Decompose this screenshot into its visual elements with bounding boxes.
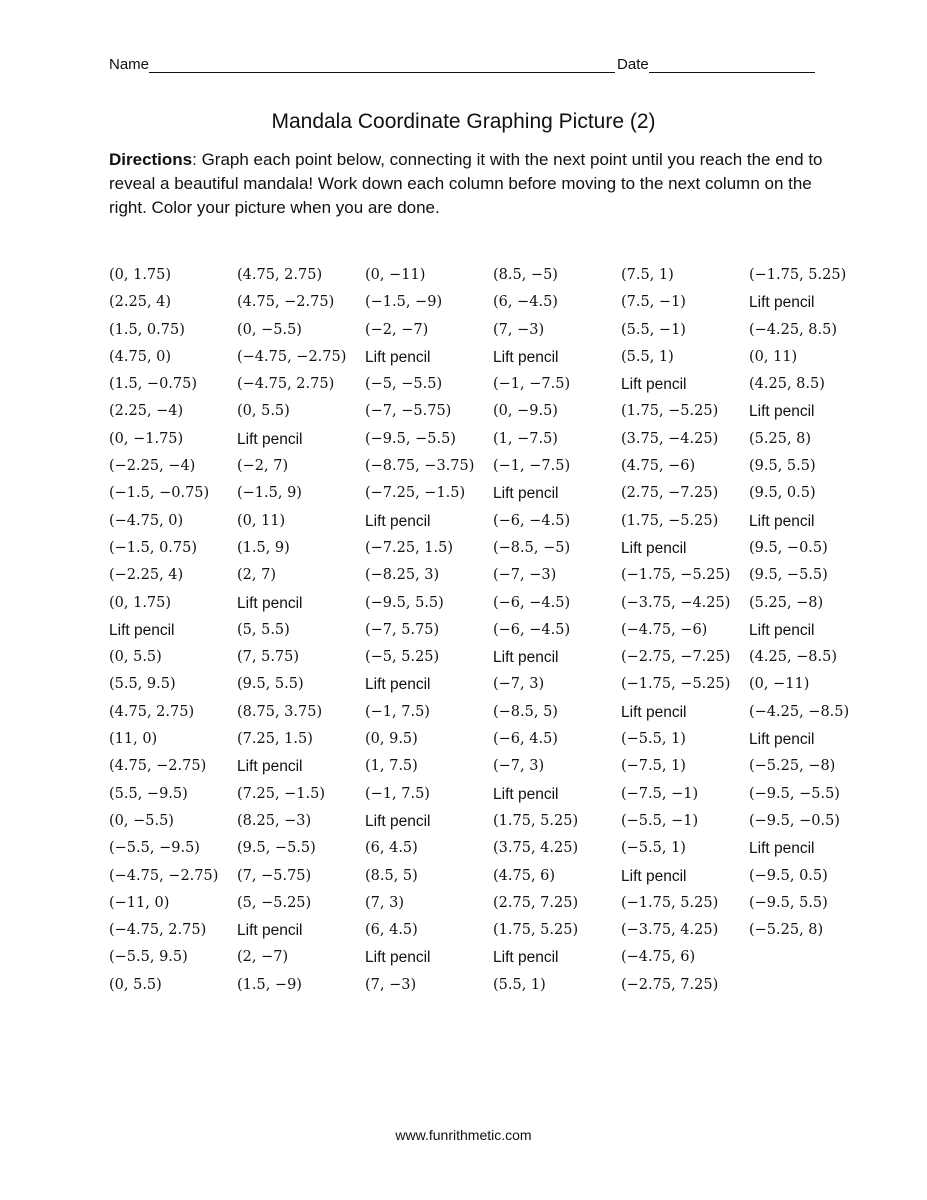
coordinate-point: (−4.75, −2.75) [237, 348, 347, 365]
lift-pencil-instruction: Lift pencil [237, 922, 303, 940]
coordinate-point: (−2, −7) [365, 321, 429, 338]
coordinate-column-5 [621, 262, 749, 999]
coordinate-point: (−4.75, −2.75) [109, 867, 219, 884]
coordinate-point: (7, 5.75) [237, 649, 300, 666]
lift-pencil-instruction: Lift pencil [749, 403, 815, 421]
coordinate-point: (−4.75, 2.75) [109, 922, 207, 939]
coordinate-point: (−1.75, −5.25) [621, 676, 731, 693]
coordinate-point: (−4.75, −6) [621, 621, 708, 638]
coordinate-point: (7.5, −1) [621, 294, 686, 311]
coordinate-point: (−9.5, 0.5) [749, 867, 828, 884]
coordinate-column-6 [749, 262, 877, 999]
coordinate-point: (0, −11) [749, 676, 810, 693]
coordinate-point: (9.5, 5.5) [749, 458, 816, 475]
coordinate-point: (5, 5.5) [237, 621, 290, 638]
coordinate-point: (9.5, −5.5) [749, 567, 828, 584]
coordinate-point: (−1, −7.5) [493, 458, 571, 475]
coordinate-point: (−5.5, 1) [621, 731, 686, 748]
coordinate-point: (−6, −4.5) [493, 594, 571, 611]
coordinate-point: (−6, −4.5) [493, 621, 571, 638]
coordinate-column-1 [109, 262, 237, 999]
coordinate-point: (1.5, 9) [237, 539, 290, 556]
lift-pencil-instruction: Lift pencil [493, 485, 559, 503]
coordinate-point: (0, −1.75) [109, 430, 184, 447]
coordinate-point: (−2, 7) [237, 458, 289, 475]
coordinate-point: (−8.5, −5) [493, 539, 571, 556]
coordinate-point: (2.75, −7.25) [621, 485, 719, 502]
coordinate-point: (−7, −3) [493, 567, 557, 584]
coordinate-point: (4.75, −2.75) [237, 294, 335, 311]
lift-pencil-instruction: Lift pencil [237, 594, 303, 612]
lift-pencil-instruction: Lift pencil [365, 949, 431, 967]
coordinate-point: (7.5, 1) [621, 267, 674, 283]
coordinate-point: (−7.5, 1) [621, 758, 686, 775]
coordinate-point: (−8.5, 5) [493, 703, 558, 720]
coordinate-point: (−7, −5.75) [365, 403, 452, 420]
coordinate-point: (−1.5, −9) [365, 294, 443, 311]
coordinate-point: (1, −7.5) [493, 430, 558, 447]
coordinate-point: (−5.25, 8) [749, 922, 824, 939]
date-blank[interactable] [649, 56, 815, 73]
lift-pencil-instruction: Lift pencil [493, 649, 559, 667]
coordinate-point: (2, 7) [237, 567, 276, 584]
lift-pencil-instruction: Lift pencil [749, 731, 815, 749]
lift-pencil-instruction: Lift pencil [621, 539, 687, 557]
coordinate-point: (0, −5.5) [237, 321, 302, 338]
coordinate-point: (−1.75, 5.25) [749, 267, 847, 283]
coordinate-point: (−4.25, 8.5) [749, 321, 838, 338]
coordinate-point: (0, 5.5) [237, 403, 290, 420]
coordinate-point: (−9.5, 5.5) [749, 894, 828, 911]
coordinate-point: (−7, 3) [493, 758, 545, 775]
coordinate-point: (1.75, −5.25) [621, 403, 719, 420]
coordinate-point: (7.25, −1.5) [237, 785, 326, 802]
coordinate-point: (2.25, −4) [109, 403, 184, 420]
coordinate-point: (4.75, −6) [621, 458, 696, 475]
lift-pencil-instruction: Lift pencil [621, 867, 687, 885]
coordinate-point: (−9.5, 5.5) [365, 594, 444, 611]
lift-pencil-instruction: Lift pencil [493, 348, 559, 366]
coordinate-point: (−1, 7.5) [365, 785, 430, 802]
coordinate-point: (−5.5, −1) [621, 812, 699, 829]
coordinate-point: (7, 3) [365, 894, 404, 911]
coordinate-point: (−1, −7.5) [493, 376, 571, 393]
lift-pencil-instruction: Lift pencil [365, 676, 431, 694]
coordinate-point: (7, −3) [493, 321, 545, 338]
coordinate-point: (−4.75, 6) [621, 949, 696, 966]
coordinate-point: (5.25, −8) [749, 594, 824, 611]
lift-pencil-instruction: Lift pencil [493, 785, 559, 803]
coordinate-point: (−5.5, −9.5) [109, 840, 200, 857]
coordinate-point: (0, 1.75) [109, 267, 172, 283]
coordinate-point: (7.25, 1.5) [237, 731, 313, 748]
coordinate-point: (−2.75, −7.25) [621, 649, 731, 666]
lift-pencil-instruction: Lift pencil [749, 621, 815, 639]
coordinate-point: (−9.5, −5.5) [749, 785, 840, 802]
coordinate-point: (−5.25, −8) [749, 758, 836, 775]
coordinate-point: (5.5, −1) [621, 321, 686, 338]
coordinate-point: (−3.75, 4.25) [621, 922, 719, 939]
directions [109, 148, 829, 220]
coordinate-point: (7, −3) [365, 976, 417, 993]
coordinate-point: (−1.5, 9) [237, 485, 302, 502]
lift-pencil-instruction: Lift pencil [749, 512, 815, 530]
coordinate-point: (9.5, −0.5) [749, 539, 828, 556]
lift-pencil-instruction: Lift pencil [365, 348, 431, 366]
coordinate-point: (1.5, −9) [237, 976, 302, 993]
coordinate-point: (0, 11) [749, 348, 798, 365]
coordinate-point: (1.75, 5.25) [493, 812, 579, 829]
coordinate-point: (−7, 5.75) [365, 621, 440, 638]
coordinate-column-2 [237, 262, 365, 999]
coordinate-point: (11, 0) [109, 731, 158, 748]
coordinate-point: (−2.25, −4) [109, 458, 196, 475]
coordinate-point: (4.25, 8.5) [749, 376, 825, 393]
coordinate-point: (−8.25, 3) [365, 567, 440, 584]
coordinate-point: (−1.75, −5.25) [621, 567, 731, 584]
coordinate-point: (−5, −5.5) [365, 376, 443, 393]
coordinate-point: (9.5, −5.5) [237, 840, 316, 857]
coordinate-point: (0, −5.5) [109, 812, 174, 829]
coordinate-point: (−7.25, 1.5) [365, 539, 454, 556]
page-title: Mandala Coordinate Graphing Picture (2) [271, 110, 656, 133]
coordinate-point: (−4.75, 2.75) [237, 376, 335, 393]
coordinate-point: (−3.75, −4.25) [621, 594, 731, 611]
coordinate-column-4 [493, 262, 621, 999]
coordinate-point: (8.5, −5) [493, 267, 558, 283]
coordinate-point: (−6, −4.5) [493, 512, 571, 529]
coordinate-point: (8.25, −3) [237, 812, 312, 829]
name-label: Name [109, 56, 150, 73]
footer-url: www.funrithmetic.com [395, 1127, 532, 1143]
coordinate-point: (−2.25, 4) [109, 567, 184, 584]
lift-pencil-instruction: Lift pencil [237, 758, 303, 776]
coordinate-point: (4.25, −8.5) [749, 649, 838, 666]
coordinate-point: (1, 7.5) [365, 758, 418, 775]
coordinate-point: (0, 5.5) [109, 976, 162, 993]
coordinate-point: (4.75, 2.75) [237, 267, 323, 283]
coordinate-point: (4.75, 0) [109, 348, 172, 365]
coordinate-point: (6, 4.5) [365, 840, 418, 857]
coordinate-point: (−9.5, −5.5) [365, 430, 456, 447]
coordinate-point: (−1.75, 5.25) [621, 894, 719, 911]
lift-pencil-instruction: Lift pencil [109, 621, 175, 639]
lift-pencil-instruction: Lift pencil [621, 703, 687, 721]
coordinate-point: (−7, 3) [493, 676, 545, 693]
coordinate-point: (8.75, 3.75) [237, 703, 323, 720]
coordinate-point: (5, −5.25) [237, 894, 312, 911]
coordinate-point: (2, −7) [237, 949, 289, 966]
coordinate-point: (5.5, 1) [621, 348, 674, 365]
coordinate-point: (0, 9.5) [365, 731, 418, 748]
lift-pencil-instruction: Lift pencil [493, 949, 559, 967]
coordinate-point: (1.75, 5.25) [493, 922, 579, 939]
coordinate-point: (9.5, 0.5) [749, 485, 816, 502]
coordinate-point: (6, −4.5) [493, 294, 558, 311]
coordinate-point: (−7.5, −1) [621, 785, 699, 802]
coordinate-point: (0, −9.5) [493, 403, 558, 420]
lift-pencil-instruction: Lift pencil [237, 430, 303, 448]
coordinate-point: (3.75, 4.25) [493, 840, 579, 857]
name-date-line [109, 56, 819, 73]
coordinate-point: (−4.75, 0) [109, 512, 184, 529]
lift-pencil-instruction: Lift pencil [365, 812, 431, 830]
coordinate-point: (1.75, −5.25) [621, 512, 719, 529]
lift-pencil-instruction: Lift pencil [749, 840, 815, 858]
coordinate-point: (−9.5, −0.5) [749, 812, 840, 829]
coordinate-point: (0, 1.75) [109, 594, 172, 611]
coordinate-point: (5.5, −9.5) [109, 785, 188, 802]
coordinate-point: (4.75, 2.75) [109, 703, 195, 720]
date-label: Date [617, 56, 649, 73]
coordinate-point: (5.5, 1) [493, 976, 546, 993]
coordinate-point: (−6, 4.5) [493, 731, 558, 748]
directions-label: Directions [109, 150, 193, 169]
coordinate-point: (5.25, 8) [749, 430, 812, 447]
lift-pencil-instruction: Lift pencil [365, 512, 431, 530]
coordinate-point: (−8.75, −3.75) [365, 458, 475, 475]
lift-pencil-instruction: Lift pencil [749, 294, 815, 312]
coordinate-point: (−5.5, 9.5) [109, 949, 188, 966]
coordinate-point: (1.5, −0.75) [109, 376, 198, 393]
coordinate-point: (9.5, 5.5) [237, 676, 304, 693]
coordinate-point: (0, 5.5) [109, 649, 162, 666]
lift-pencil-instruction: Lift pencil [621, 376, 687, 394]
coordinate-point: (−1, 7.5) [365, 703, 430, 720]
name-blank[interactable] [149, 56, 615, 73]
coordinate-point: (4.75, −2.75) [109, 758, 207, 775]
directions-text: : Graph each point below, connecting it with the next point until you reach the end to reveal a beautiful mandala! Work down each column before moving to the next column on the right. Color your picture when you are done. [109, 150, 823, 217]
coordinate-point: (−7.25, −1.5) [365, 485, 466, 502]
coordinate-point: (−4.25, −8.5) [749, 703, 850, 720]
coordinate-point: (−5.5, 1) [621, 840, 686, 857]
coordinate-point: (0, −11) [365, 267, 426, 283]
coordinate-point: (7, −5.75) [237, 867, 312, 884]
coordinate-point: (2.25, 4) [109, 294, 172, 311]
coordinate-point: (−2.75, 7.25) [621, 976, 719, 993]
coordinate-point: (2.75, 7.25) [493, 894, 579, 911]
coordinate-point: (3.75, −4.25) [621, 430, 719, 447]
coordinate-point: (−1.5, 0.75) [109, 539, 198, 556]
coordinate-point: (6, 4.5) [365, 922, 418, 939]
coordinate-point: (0, 11) [237, 512, 286, 529]
coordinate-column-3 [365, 262, 493, 999]
coordinate-grid [109, 262, 877, 999]
coordinate-point: (8.5, 5) [365, 867, 418, 884]
coordinate-point: (−11, 0) [109, 894, 170, 911]
coordinate-point: (1.5, 0.75) [109, 321, 185, 338]
coordinate-point: (5.5, 9.5) [109, 676, 176, 693]
coordinate-point: (−5, 5.25) [365, 649, 440, 666]
coordinate-point: (−1.5, −0.75) [109, 485, 210, 502]
coordinate-point: (4.75, 6) [493, 867, 556, 884]
